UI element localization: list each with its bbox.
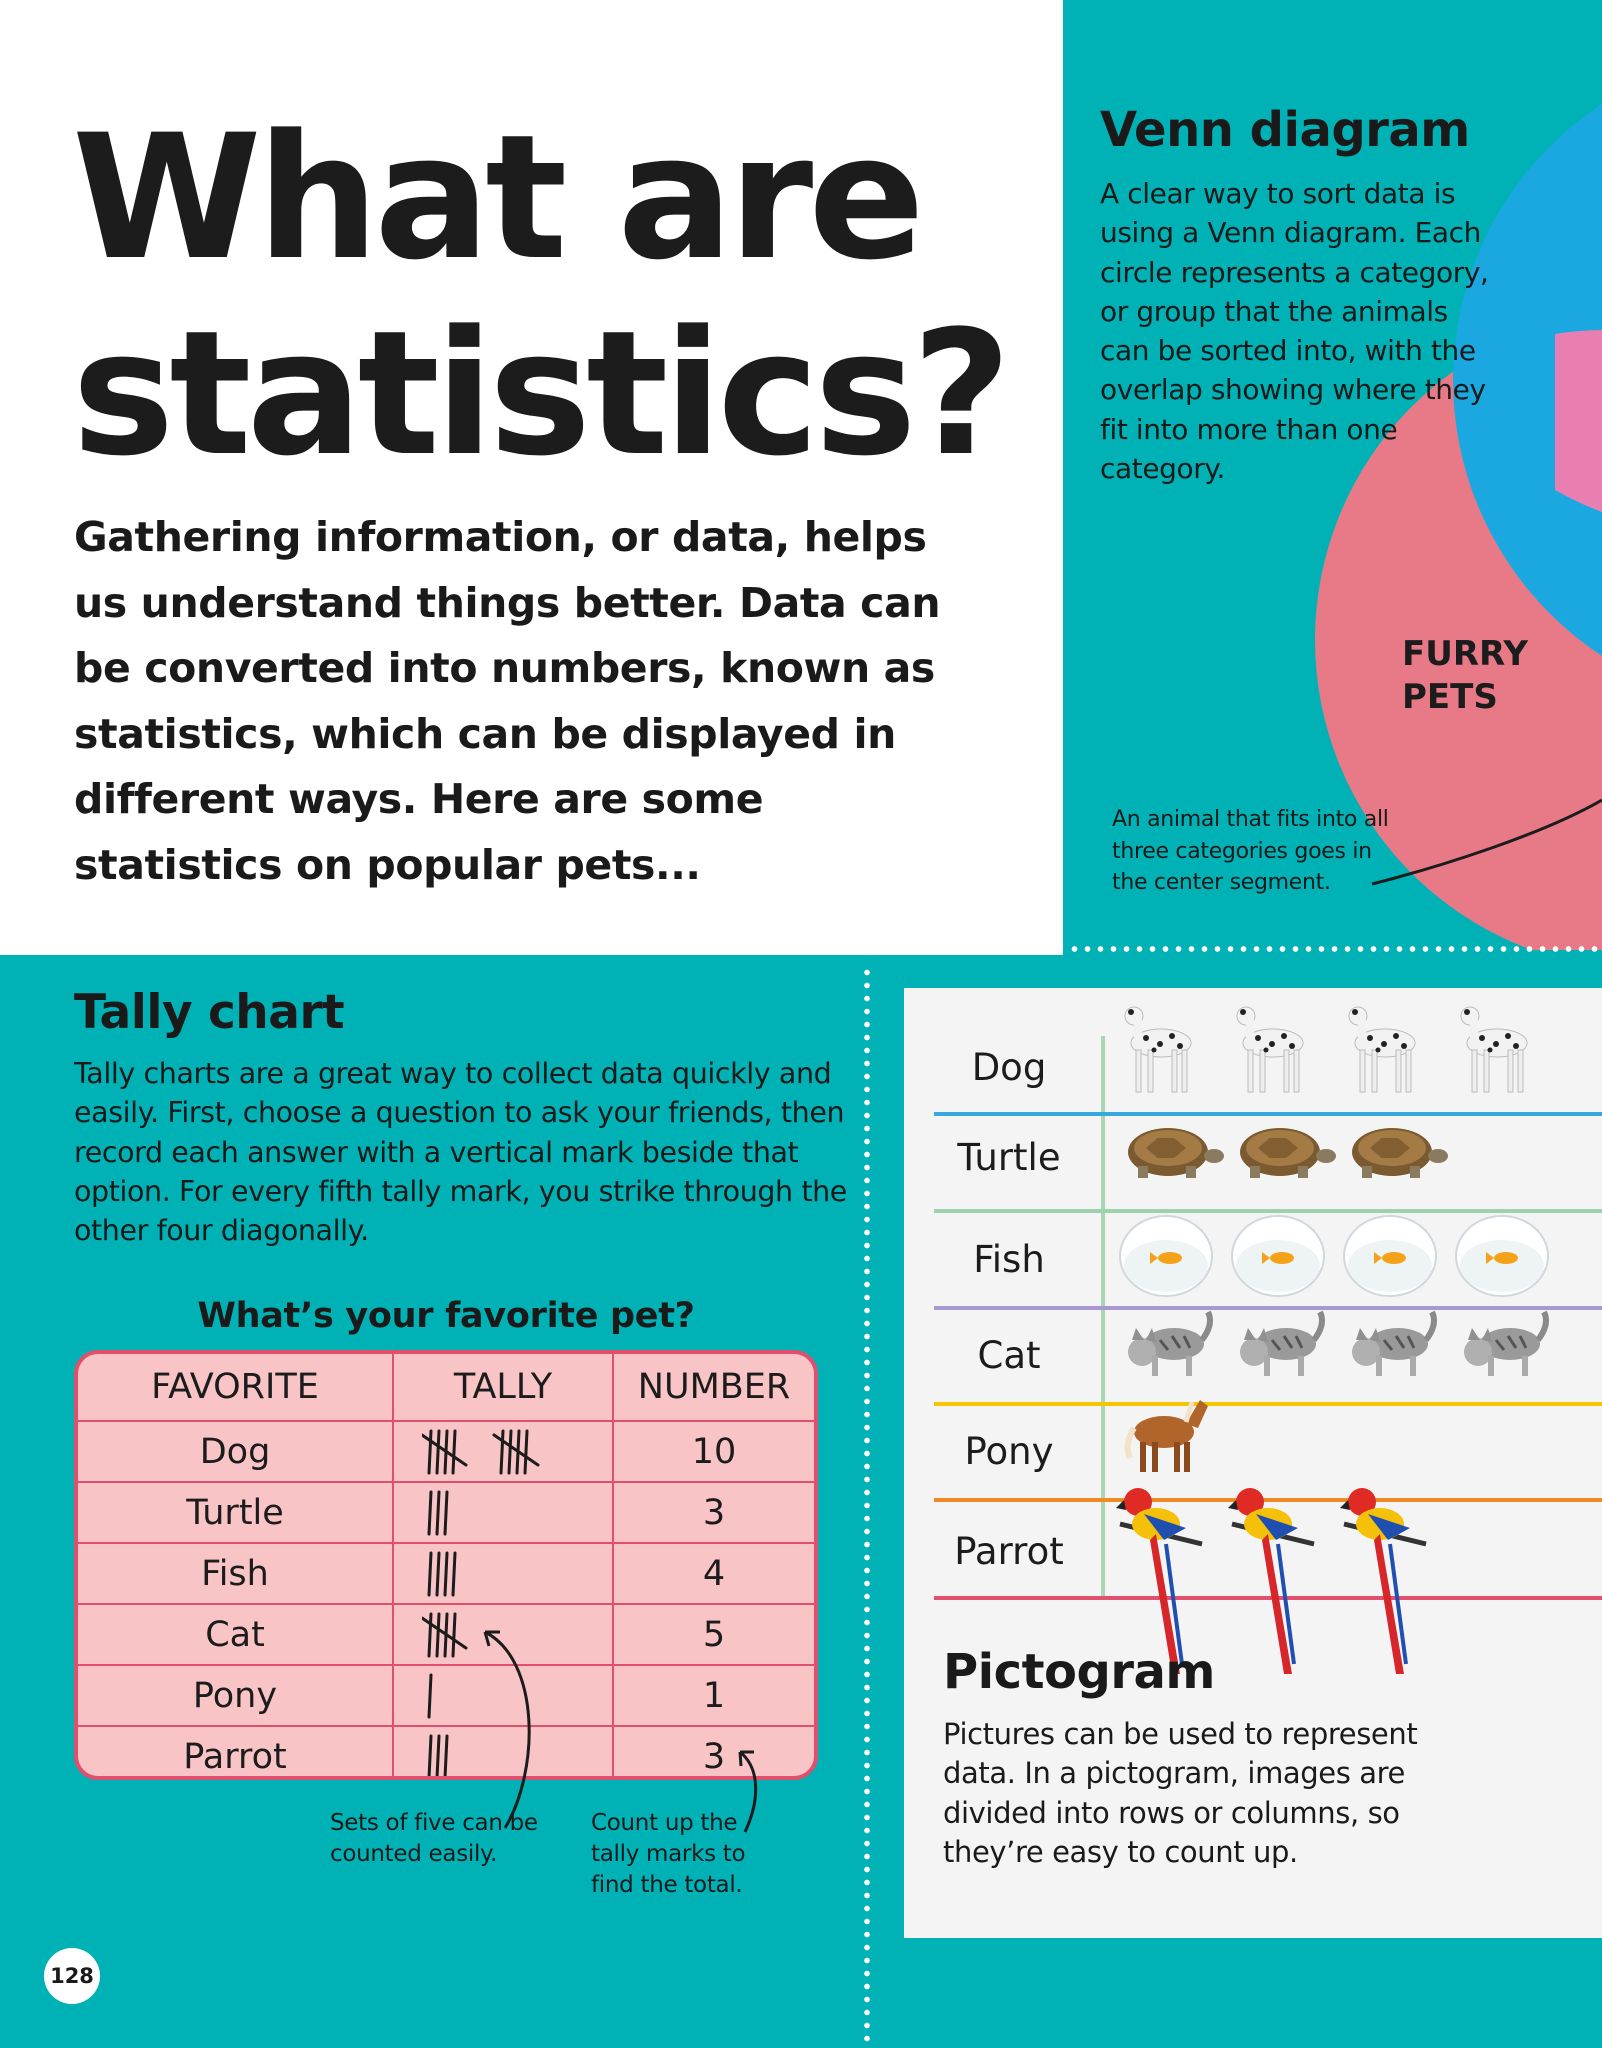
venn-note: An animal that fits into all three categories goes in the center segment.	[1112, 807, 1389, 895]
tally-question: What’s your favorite pet?	[197, 1296, 695, 1336]
page-title: What are statistics?	[72, 97, 1007, 494]
pet-count: 1	[613, 1665, 814, 1726]
cat-picture-icon	[1228, 1304, 1328, 1388]
cat-picture-icon	[1340, 1304, 1440, 1388]
pet-count: 10	[613, 1421, 814, 1482]
parrot-picture-icon	[1228, 1484, 1318, 1688]
arrow-sets-icon	[485, 1632, 529, 1828]
pet-count: 3	[613, 1726, 814, 1780]
pet-count: 5	[613, 1604, 814, 1665]
pet-name: Dog	[78, 1421, 393, 1482]
fish-picture-icon	[1228, 1210, 1328, 1304]
pictogram-label: Turtle	[957, 1136, 1061, 1179]
fish-picture-icon	[1116, 1210, 1216, 1304]
turtle-picture-icon	[1340, 1114, 1450, 1188]
parrot-picture-icon	[1340, 1484, 1430, 1688]
pictogram-label: Pony	[964, 1430, 1054, 1473]
note-sets-of-five: Sets of five can be counted easily.	[330, 1810, 538, 1867]
cat-picture-icon	[1116, 1304, 1216, 1388]
header-favorite: FAVORITE	[78, 1354, 393, 1421]
pictogram-label: Dog	[971, 1046, 1047, 1089]
venn-overlap	[1555, 330, 1602, 512]
pet-name: Pony	[78, 1665, 393, 1726]
pictogram-label: Cat	[977, 1334, 1041, 1377]
pictogram-label: Parrot	[954, 1530, 1064, 1573]
pony-picture-icon	[1116, 1388, 1216, 1482]
dog-picture-icon	[1340, 988, 1430, 1102]
pictogram-label: Fish	[973, 1238, 1045, 1281]
pictogram-row-line	[934, 1402, 1602, 1406]
dog-picture-icon	[1228, 988, 1318, 1102]
fish-picture-icon	[1340, 1210, 1440, 1304]
turtle-picture-icon	[1116, 1114, 1226, 1188]
venn-description: A clear way to sort data is using a Venn diagram. Each circle represents a category, or group that the animals can be sorted into, with the overlap showing where they fit into more than one category.	[1100, 177, 1489, 486]
tally-title: Tally chart	[74, 985, 345, 1040]
venn-circle-label: FURRY PETS	[1402, 634, 1528, 717]
tally-description: Tally charts are a great way to collect data quickly and easily. First, choose a question to ask your friends, then record each answer with a vertical mark beside that option. For every fifth tally mark, you strike through the other four diagonally.	[74, 1057, 847, 1248]
pet-name: Cat	[78, 1604, 393, 1665]
dotted-divider-horizontal	[1068, 946, 1602, 952]
pet-name: Turtle	[78, 1482, 393, 1543]
turtle-picture-icon	[1228, 1114, 1338, 1188]
header-tally: TALLY	[393, 1354, 613, 1421]
header-number: NUMBER	[613, 1354, 814, 1421]
dog-picture-icon	[1452, 988, 1542, 1102]
dog-picture-icon	[1116, 988, 1206, 1102]
pictogram-axis	[1101, 1036, 1105, 1598]
pet-name: Parrot	[78, 1726, 393, 1780]
venn-title: Venn diagram	[1100, 102, 1470, 158]
pet-name: Fish	[78, 1543, 393, 1604]
note-count-up: Count up the tally marks to find the total.	[591, 1810, 746, 1898]
pet-count: 4	[613, 1543, 814, 1604]
intro-paragraph: Gathering information, or data, helps us understand things better. Data can be converted into numbers, known as statistics, which can be displayed in different ways. Here are some statistics on popular pets...	[74, 513, 941, 889]
cat-picture-icon	[1452, 1304, 1552, 1388]
page-number: 128	[44, 1948, 100, 2004]
pictogram-title: Pictogram	[943, 1644, 1215, 1700]
pictogram-description: Pictures can be used to represent data. In a pictogram, images are divided into rows or columns, so they’re easy to count up.	[943, 1717, 1418, 1869]
pet-count: 3	[613, 1482, 814, 1543]
fish-picture-icon	[1452, 1210, 1552, 1304]
